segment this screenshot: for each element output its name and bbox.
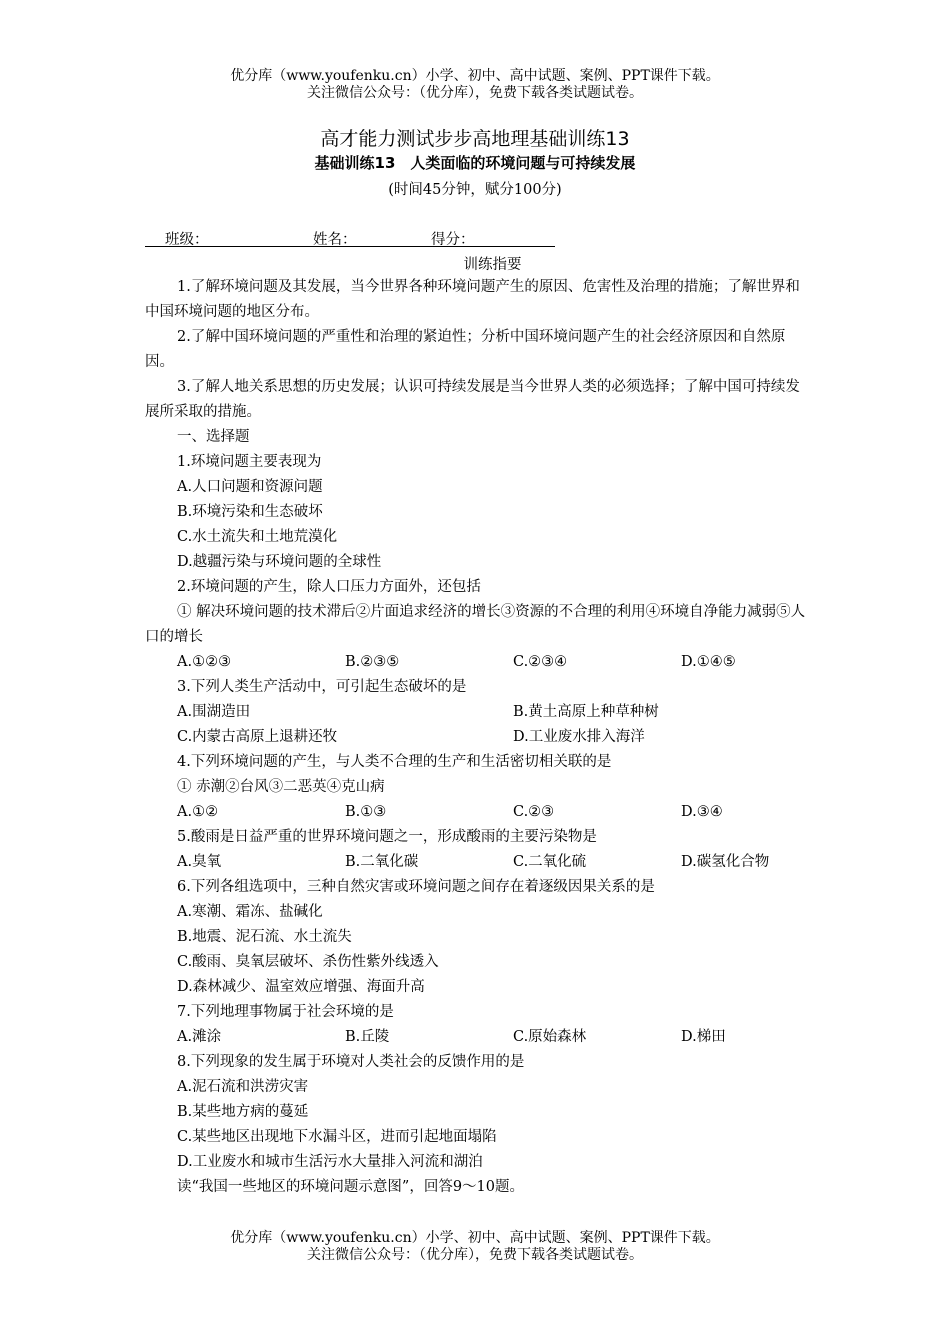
option: D.工业废水排入海洋	[513, 729, 645, 745]
footer-line-1: 优分库（www.youfenku.cn）小学、初中、高中试题、案例、PPT课件下载。	[230, 1230, 720, 1246]
footer-line-2: 关注微信公众号：（优分库），免费下载各类试题试卷。	[307, 1247, 643, 1263]
header-line-1: 优分库（www.youfenku.cn）小学、初中、高中试题、案例、PPT课件下载。	[230, 68, 720, 84]
guide-item: 1.了解环境问题及其发展，当今世界各种环境问题产生的原因、危害性及治理的措施；了解世界和中国环境问题的地区分布。	[145, 279, 800, 320]
option: B.环境污染和生态破坏	[177, 504, 323, 520]
question-stem: 6.下列各组选项中，三种自然灾害或环境问题之间存在着逐级因果关系的是	[177, 879, 655, 895]
option: A.①②	[177, 804, 219, 820]
option: D.③④	[681, 804, 723, 820]
option: B.黄土高原上种草种树	[513, 704, 659, 720]
question-stem: 3.下列人类生产活动中，可引起生态破坏的是	[177, 679, 467, 695]
option: C.②③	[513, 804, 555, 820]
option: C.某些地区出现地下水漏斗区，进而引起地面塌陷	[177, 1129, 497, 1145]
option: D.森林减少、温室效应增强、海面升高	[177, 979, 425, 995]
question-stem: 5.酸雨是日益严重的世界环境问题之一，形成酸雨的主要污染物是	[177, 829, 597, 845]
option: D.越疆污染与环境问题的全球性	[177, 554, 382, 570]
option-row	[145, 650, 810, 675]
option: D.梯田	[681, 1029, 726, 1045]
reading-note: 读“我国一些地区的环境问题示意图”，回答9～10题。	[177, 1179, 524, 1195]
question-stem: 7.下列地理事物属于社会环境的是	[177, 1004, 394, 1020]
question-stem: 2.环境问题的产生，除人口压力方面外，还包括	[177, 579, 481, 595]
option: B.某些地方病的蔓延	[177, 1104, 309, 1120]
option: A.滩涂	[177, 1029, 222, 1045]
student-info-line	[145, 228, 555, 247]
content-body	[145, 275, 810, 1200]
option-row	[145, 700, 810, 725]
question-sub: ① 赤潮②台风③二恶英④克山病	[177, 779, 385, 795]
question-stem: 8.下列现象的发生属于环境对人类社会的反馈作用的是	[177, 1054, 525, 1070]
option: C.②③④	[513, 654, 568, 670]
option: C.酸雨、臭氧层破坏、杀伤性紫外线透入	[177, 954, 439, 970]
option: B.地震、泥石流、水土流失	[177, 929, 352, 945]
option: D.①④⑤	[681, 654, 736, 670]
option: C.内蒙古高原上退耕还牧	[177, 729, 338, 745]
option: A.泥石流和洪涝灾害	[177, 1079, 309, 1095]
option: A.①②③	[177, 654, 232, 670]
time-note: (时间45分钟，赋分100分)	[388, 182, 562, 198]
option: A.围湖造田	[177, 704, 251, 720]
section-title: 一、选择题	[177, 429, 250, 445]
guide-title: 训练指要	[463, 257, 522, 273]
option: B.丘陵	[345, 1029, 390, 1045]
option-row	[145, 725, 810, 750]
header-line-2: 关注微信公众号：（优分库），免费下载各类试题试卷。	[307, 85, 643, 101]
option: B.①③	[345, 804, 387, 820]
option: A.人口问题和资源问题	[177, 479, 323, 495]
option-row	[145, 850, 810, 875]
question-stem: 1.环境问题主要表现为	[177, 454, 322, 470]
option: C.水土流失和土地荒漠化	[177, 529, 338, 545]
class-label: 班级：	[165, 232, 209, 248]
option: A.寒潮、霜冻、盐碱化	[177, 904, 323, 920]
question-sub: ① 解决环境问题的技术滞后②片面追求经济的增长③资源的不合理的利用④环境自净能力减弱⑤人口的增长	[145, 604, 806, 645]
option: D.工业废水和城市生活污水大量排入河流和湖泊	[177, 1154, 483, 1170]
page-title: 高才能力测试步步高地理基础训练13	[320, 128, 630, 150]
score-label: 得分：	[431, 232, 475, 248]
option: B.二氧化碳	[345, 854, 419, 870]
page-subtitle: 基础训练13 人类面临的环境问题与可持续发展	[314, 154, 636, 172]
guide-item: 3.了解人地关系思想的历史发展；认识可持续发展是当今世界人类的必须选择；了解中国可持续发展所采取的措施。	[145, 379, 800, 420]
option: D.碳氢化合物	[681, 854, 770, 870]
option: C.二氧化硫	[513, 854, 587, 870]
option: B.②③⑤	[345, 654, 400, 670]
option: A.臭氧	[177, 854, 222, 870]
option-row	[145, 800, 810, 825]
name-label: 姓名：	[313, 232, 357, 248]
question-stem: 4.下列环境问题的产生，与人类不合理的生产和生活密切相关联的是	[177, 754, 612, 770]
guide-item: 2.了解中国环境问题的严重性和治理的紧迫性；分析中国环境问题产生的社会经济原因和自然原因。	[145, 329, 786, 370]
option-row	[145, 1025, 810, 1050]
option: C.原始森林	[513, 1029, 587, 1045]
